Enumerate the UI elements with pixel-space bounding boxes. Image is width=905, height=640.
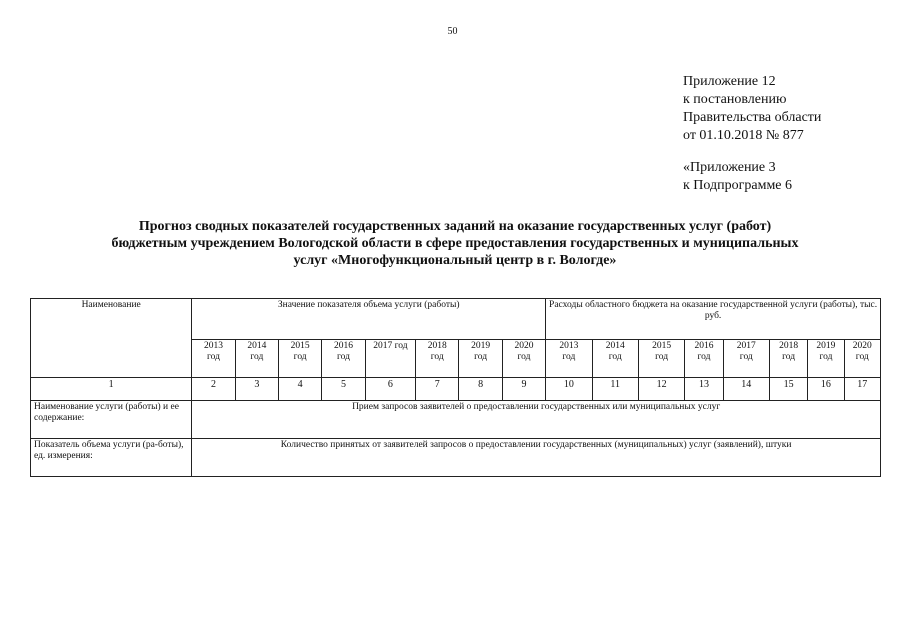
column-number: 7 xyxy=(416,378,459,401)
header-name: Наименование xyxy=(31,299,192,378)
expense-year-cell: 2013 год xyxy=(546,340,592,378)
column-number: 6 xyxy=(365,378,415,401)
forecast-table xyxy=(30,298,881,477)
expense-year-cell: 2015 год xyxy=(638,340,684,378)
page-number: 50 xyxy=(447,26,458,37)
column-number: 16 xyxy=(808,378,844,401)
column-number: 10 xyxy=(546,378,592,401)
expense-year-cell: 2019 год xyxy=(808,340,844,378)
appendix-block xyxy=(683,73,821,195)
title-line: Прогноз сводных показателей государственных заданий на оказание государственных услуг (работ) xyxy=(138,219,772,234)
expense-year-cell: 2017 год xyxy=(723,340,769,378)
title-line: бюджетным учреждением Вологодской области в сфере предоставления государственных и муниципальных xyxy=(111,236,799,251)
volume-year-cell: 2014 год xyxy=(235,340,278,378)
row-label: Наименование услуги (работы) и ее содержание: xyxy=(31,401,192,439)
table-row xyxy=(31,401,881,439)
volume-year-cell: 2019 год xyxy=(459,340,502,378)
appendix-gap xyxy=(683,145,821,159)
volume-year-cell: 2013 год xyxy=(192,340,235,378)
expense-year-cell: 2020 год xyxy=(844,340,880,378)
table-row xyxy=(31,439,881,477)
appendix-line: к постановлению xyxy=(683,92,787,107)
appendix-line: Правительства области xyxy=(683,110,822,125)
header-volume-group: Значение показателя объема услуги (работы) xyxy=(192,299,546,340)
header-row-groups xyxy=(31,299,881,340)
column-number: 13 xyxy=(685,378,723,401)
volume-year-cell: 2020 год xyxy=(502,340,545,378)
volume-year-cell: 2016 год xyxy=(322,340,365,378)
appendix-subline: к Подпрограмме 6 xyxy=(683,178,793,193)
volume-year-cell: 2018 год xyxy=(416,340,459,378)
header-expense-group: Расходы областного бюджета на оказание государственной услуги (работы), тыс. руб. xyxy=(546,299,881,340)
column-number: 12 xyxy=(638,378,684,401)
volume-year-cell: 2017 год xyxy=(365,340,415,378)
column-number: 8 xyxy=(459,378,502,401)
expense-year-cell: 2018 год xyxy=(769,340,807,378)
column-number: 14 xyxy=(723,378,769,401)
column-number-row xyxy=(31,378,881,401)
row-value: Количество принятых от заявителей запросов о предоставлении государственных (муниципальных) услуг (заявлений), штуки xyxy=(192,439,881,477)
expense-year-cell: 2016 год xyxy=(685,340,723,378)
column-number: 5 xyxy=(322,378,365,401)
column-number: 3 xyxy=(235,378,278,401)
appendix-subline: «Приложение 3 xyxy=(683,160,776,175)
column-number: 11 xyxy=(592,378,638,401)
appendix-line: Приложение 12 xyxy=(683,74,776,89)
column-number: 17 xyxy=(844,378,880,401)
row-label: Показатель объема услуги (ра-боты), ед. измерения: xyxy=(31,439,192,477)
row-value: Прием запросов заявителей о предоставлении государственных или муниципальных услуг xyxy=(192,401,881,439)
column-number: 15 xyxy=(769,378,807,401)
document-title xyxy=(40,218,870,269)
volume-year-cell: 2015 год xyxy=(279,340,322,378)
column-number: 9 xyxy=(502,378,545,401)
column-number: 2 xyxy=(192,378,235,401)
column-number: 4 xyxy=(279,378,322,401)
appendix-line: от 01.10.2018 № 877 xyxy=(683,128,804,143)
expense-year-cell: 2014 год xyxy=(592,340,638,378)
title-line: услуг «Многофункциональный центр в г. Вологде» xyxy=(293,253,617,268)
column-number: 1 xyxy=(31,378,192,401)
